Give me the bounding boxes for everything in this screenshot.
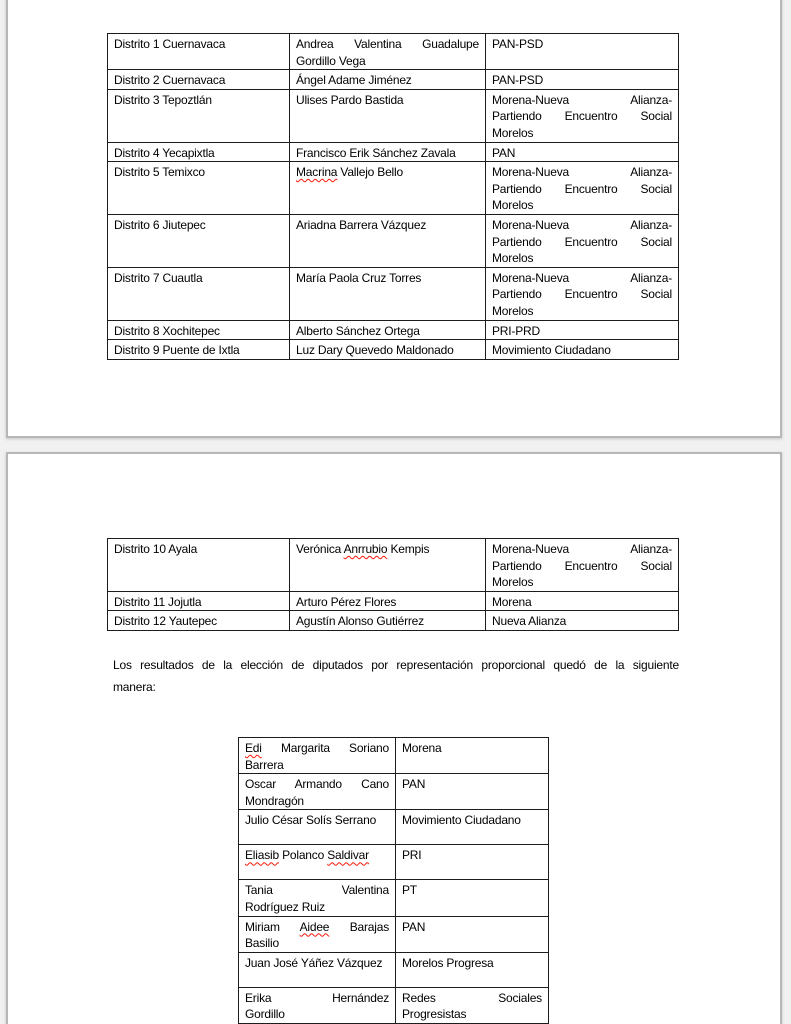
- cell-line: [245, 812, 389, 829]
- candidate-cell: [290, 70, 486, 90]
- cell-line: [114, 145, 283, 162]
- cell-line: [245, 847, 389, 864]
- district-cell: [108, 267, 290, 320]
- table-row: [239, 952, 549, 987]
- page-1: [6, 0, 782, 438]
- cell-line: [245, 990, 389, 1007]
- cell-line: [245, 776, 389, 793]
- cell-line: [114, 164, 283, 181]
- text-segment: Nueva Alianza: [492, 614, 567, 629]
- text-segment: Movimiento Ciudadano: [492, 343, 611, 358]
- party-cell: [396, 774, 549, 810]
- cell-line: [296, 541, 479, 558]
- misspelled-word: Aidee: [299, 919, 330, 934]
- cell-line: [492, 250, 672, 267]
- table-row: [108, 320, 679, 340]
- cell-line: [492, 108, 672, 125]
- cell-line: [114, 594, 283, 611]
- candidate-cell: [290, 611, 486, 631]
- cell-line: [296, 323, 479, 340]
- text-segment: Distrito 5 Temixco: [114, 165, 205, 180]
- table-row: [108, 162, 679, 215]
- district-cell: [108, 142, 290, 162]
- cell-line: [114, 342, 283, 359]
- cell-line: [492, 125, 672, 142]
- deputy-name-cell: [239, 774, 396, 810]
- text-segment: Verónica: [296, 542, 344, 556]
- cell-line: [492, 92, 672, 109]
- candidate-cell: [290, 34, 486, 70]
- misspelled-word: Macrina: [296, 165, 338, 180]
- district-cell: [108, 340, 290, 360]
- text-segment: Morelos: [492, 575, 534, 590]
- cell-line: [245, 1006, 389, 1023]
- paragraph-line: Los resultados de la elección de diputados por representación proporcional quedó de la siguiente: [113, 658, 679, 672]
- candidate-cell: [290, 267, 486, 320]
- cell-line: [245, 793, 389, 810]
- cell-line: [296, 594, 479, 611]
- proportional-deputies-table: [238, 737, 549, 1024]
- cell-line: [492, 270, 672, 287]
- districts-page2-grid: [107, 538, 679, 631]
- cell-line: [492, 36, 672, 53]
- cell-line: [492, 145, 672, 162]
- text-segment: Distrito 10 Ayala: [114, 542, 198, 556]
- text-segment: Gordillo: [245, 1007, 285, 1022]
- text-segment: Morena-Nueva Alianza-: [492, 270, 672, 285]
- deputy-name-cell: [239, 916, 396, 952]
- candidate-cell: [290, 162, 486, 215]
- party-cell: [486, 267, 679, 320]
- candidate-cell: [290, 214, 486, 267]
- party-cell: [486, 539, 679, 592]
- cell-line: [402, 776, 542, 793]
- text-segment: PT: [402, 883, 417, 898]
- deputy-name-cell: [239, 738, 396, 774]
- cell-line: [296, 164, 479, 181]
- text-segment: Tania Valentina: [245, 883, 389, 898]
- text-segment: Distrito 11 Jojutla: [114, 594, 202, 609]
- cell-line: [245, 757, 389, 774]
- text-segment: Alberto Sánchez Ortega: [296, 323, 420, 338]
- text-segment: Kempis: [387, 542, 430, 556]
- cell-line: [296, 217, 479, 234]
- text-segment: Morena-Nueva Alianza-: [492, 217, 672, 232]
- text-segment: Distrito 1 Cuernavaca: [114, 37, 226, 51]
- text-segment: Ángel Adame Jiménez: [296, 73, 412, 88]
- cell-line: [492, 286, 672, 303]
- party-cell: [486, 611, 679, 631]
- cell-line: [245, 955, 389, 972]
- deputy-name-cell: [239, 952, 396, 987]
- text-segment: Morena: [492, 594, 532, 609]
- text-segment: Vallejo Bello: [337, 165, 403, 180]
- text-segment: Partiendo Encuentro Social: [492, 109, 672, 124]
- cell-line: [114, 92, 283, 109]
- table-row: [108, 89, 679, 142]
- text-segment: Partiendo Encuentro Social: [492, 181, 672, 196]
- cell-line: [245, 935, 389, 952]
- text-segment: Partiendo Encuentro Social: [492, 558, 672, 573]
- party-cell: [396, 987, 549, 1023]
- text-segment: Andrea Valentina Guadalupe: [296, 37, 479, 51]
- district-cell: [108, 611, 290, 631]
- text-segment: Mondragón: [245, 793, 304, 808]
- text-segment: Agustín Alonso Gutiérrez: [296, 614, 424, 629]
- cell-line: [402, 882, 542, 899]
- cell-line: [114, 36, 283, 53]
- cell-line: [492, 217, 672, 234]
- text-segment: Distrito 7 Cuautla: [114, 270, 203, 285]
- table-row: [239, 987, 549, 1023]
- text-segment: Luz Dary Quevedo Maldonado: [296, 343, 454, 358]
- text-segment: Morelos: [492, 125, 534, 140]
- cell-line: [492, 323, 672, 340]
- party-cell: [486, 591, 679, 611]
- text-segment: Distrito 8 Xochitepec: [114, 323, 220, 338]
- text-segment: Morena-Nueva Alianza-: [492, 92, 672, 107]
- table-row: [239, 774, 549, 810]
- text-segment: PAN-PSD: [492, 37, 544, 51]
- party-cell: [486, 214, 679, 267]
- cell-line: [114, 270, 283, 287]
- party-cell: [486, 89, 679, 142]
- text-segment: Movimiento Ciudadano: [402, 813, 521, 828]
- deputy-name-cell: [239, 987, 396, 1023]
- district-results-table-page2: [107, 538, 679, 631]
- text-segment: Ariadna Barrera Vázquez: [296, 217, 427, 232]
- text-segment: Basilio: [245, 936, 279, 951]
- text-segment: PRI: [402, 848, 422, 863]
- party-cell: [486, 320, 679, 340]
- text-segment: Morena: [402, 741, 442, 755]
- text-segment: PAN: [492, 145, 516, 160]
- candidate-cell: [290, 320, 486, 340]
- table-row: [108, 70, 679, 90]
- cell-line: [402, 1006, 542, 1023]
- cell-line: [492, 574, 672, 591]
- cell-line: [296, 72, 479, 89]
- text-segment: Morelos: [492, 198, 534, 213]
- proportional-results-paragraph: [113, 655, 679, 698]
- text-segment: PAN-PSD: [492, 73, 544, 88]
- misspelled-word: Edi: [245, 741, 262, 755]
- district-cell: [108, 70, 290, 90]
- district-cell: [108, 34, 290, 70]
- text-segment: Francisco Erik Sánchez Zavala: [296, 145, 456, 160]
- paragraph-line: manera:: [113, 679, 156, 694]
- text-segment: Barrera: [245, 757, 284, 772]
- candidate-cell: [290, 142, 486, 162]
- cell-line: [402, 990, 542, 1007]
- text-segment: Julio César Solís Serrano: [245, 813, 377, 828]
- candidate-cell: [290, 340, 486, 360]
- district-cell: [108, 539, 290, 592]
- text-segment: Partiendo Encuentro Social: [492, 234, 672, 249]
- misspelled-word: Anrrubio: [343, 542, 388, 556]
- text-segment: Morena-Nueva Alianza-: [492, 542, 672, 556]
- text-segment: María Paola Cruz Torres: [296, 270, 422, 285]
- table-row: [108, 214, 679, 267]
- text-segment: Gordillo Vega: [296, 53, 366, 68]
- cell-line: [402, 919, 542, 936]
- cell-line: [402, 812, 542, 829]
- text-segment: Distrito 2 Cuernavaca: [114, 73, 226, 88]
- table-row: [239, 916, 549, 952]
- cell-line: [492, 181, 672, 198]
- text-segment: Distrito 9 Puente de Ixtla: [114, 343, 240, 358]
- text-segment: PRI-PRD: [492, 323, 540, 338]
- cell-line: [402, 847, 542, 864]
- proportional-deputies-grid: [238, 737, 549, 1024]
- party-cell: [396, 916, 549, 952]
- deputy-name-cell: [239, 880, 396, 916]
- text-segment: Redes Sociales: [402, 990, 542, 1005]
- cell-line: [114, 72, 283, 89]
- table-row: [108, 267, 679, 320]
- district-cell: [108, 162, 290, 215]
- text-segment: Oscar Armando Cano: [245, 777, 389, 792]
- party-cell: [396, 738, 549, 774]
- candidate-cell: [290, 539, 486, 592]
- misspelled-word: Eliasib: [245, 848, 279, 863]
- text-segment: PAN: [402, 777, 426, 792]
- text-segment: Morelos: [492, 303, 534, 318]
- cell-line: [492, 197, 672, 214]
- district-results-table-page1: [107, 33, 679, 360]
- text-segment: Rodríguez Ruiz: [245, 899, 325, 914]
- cell-line: [245, 899, 389, 916]
- party-cell: [486, 70, 679, 90]
- districts-page1-grid: [107, 33, 679, 360]
- cell-line: [296, 613, 479, 630]
- district-cell: [108, 320, 290, 340]
- text-segment: Juan José Yáñez Vázquez: [245, 955, 383, 970]
- deputy-name-cell: [239, 845, 396, 880]
- table-row: [239, 810, 549, 845]
- cell-line: [114, 217, 283, 234]
- party-cell: [396, 880, 549, 916]
- party-cell: [396, 952, 549, 987]
- candidate-cell: [290, 89, 486, 142]
- deputy-name-cell: [239, 810, 396, 845]
- cell-line: [492, 234, 672, 251]
- cell-line: [296, 145, 479, 162]
- cell-line: [492, 558, 672, 575]
- cell-line: [402, 740, 542, 757]
- text-segment: Morelos Progresa: [402, 955, 494, 970]
- candidate-cell: [290, 591, 486, 611]
- text-segment: Arturo Pérez Flores: [296, 594, 397, 609]
- cell-line: [296, 342, 479, 359]
- text-segment: Distrito 4 Yecapixtla: [114, 145, 215, 160]
- district-cell: [108, 214, 290, 267]
- party-cell: [486, 162, 679, 215]
- table-row: [108, 340, 679, 360]
- table-row: [108, 142, 679, 162]
- cell-line: [492, 613, 672, 630]
- cell-line: [114, 541, 283, 558]
- cell-line: [492, 541, 672, 558]
- district-cell: [108, 591, 290, 611]
- text-segment: Barajas: [329, 919, 389, 934]
- cell-line: [402, 955, 542, 972]
- cell-line: [245, 882, 389, 899]
- cell-line: [492, 72, 672, 89]
- table-row: [108, 539, 679, 592]
- party-cell: [396, 810, 549, 845]
- text-segment: Ulises Pardo Bastida: [296, 92, 404, 107]
- cell-line: [114, 323, 283, 340]
- text-segment: Progresistas: [402, 1007, 467, 1022]
- text-segment: Distrito 6 Jiutepec: [114, 217, 206, 232]
- cell-line: [492, 342, 672, 359]
- page-2: [6, 452, 782, 1024]
- cell-line: [492, 594, 672, 611]
- cell-line: [114, 613, 283, 630]
- cell-line: [492, 303, 672, 320]
- cell-line: [296, 53, 479, 70]
- text-segment: Distrito 3 Tepoztlán: [114, 92, 212, 107]
- table-row: [108, 611, 679, 631]
- text-segment: PAN: [402, 919, 426, 934]
- cell-line: [492, 164, 672, 181]
- text-segment: Partiendo Encuentro Social: [492, 287, 672, 302]
- table-row: [239, 880, 549, 916]
- text-segment: Morelos: [492, 251, 534, 266]
- table-row: [239, 845, 549, 880]
- cell-line: [245, 919, 389, 936]
- cell-line: [296, 92, 479, 109]
- text-segment: Erika Hernández: [245, 990, 389, 1005]
- party-cell: [486, 142, 679, 162]
- district-cell: [108, 89, 290, 142]
- table-row: [239, 738, 549, 774]
- table-row: [108, 34, 679, 70]
- cell-line: [245, 740, 389, 757]
- party-cell: [486, 340, 679, 360]
- text-segment: Polanco: [278, 848, 328, 863]
- cell-line: [296, 36, 479, 53]
- text-segment: Morena-Nueva Alianza-: [492, 165, 672, 180]
- table-row: [108, 591, 679, 611]
- misspelled-word: Saldivar: [327, 848, 369, 863]
- text-segment: Margarita Soriano: [261, 741, 389, 755]
- text-segment: Miriam: [245, 919, 300, 934]
- party-cell: [396, 845, 549, 880]
- text-segment: Distrito 12 Yautepec: [114, 614, 217, 629]
- party-cell: [486, 34, 679, 70]
- cell-line: [296, 270, 479, 287]
